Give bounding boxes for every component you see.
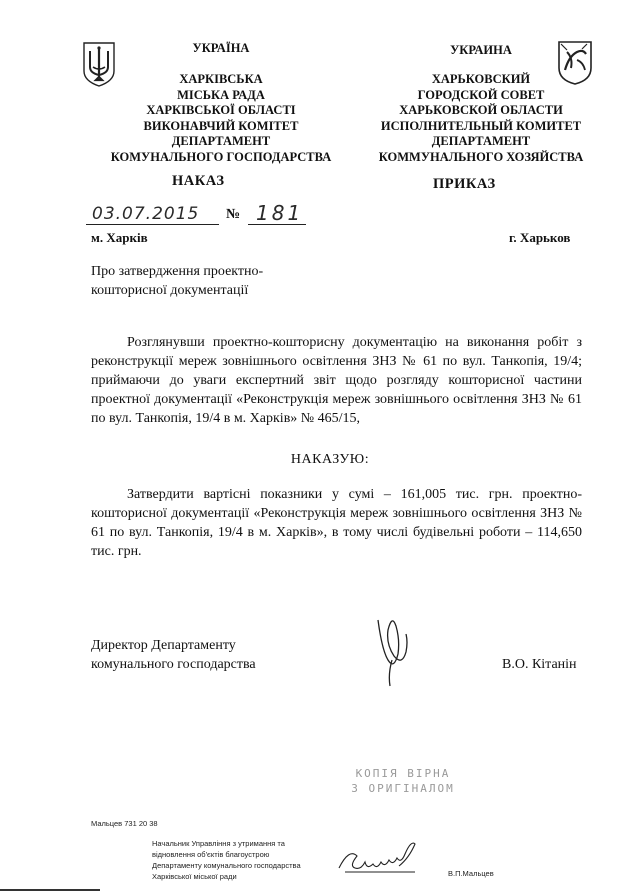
bottom-scan-edge [0, 889, 100, 891]
right-org-line: ХАРЬКОВСКОЙ ОБЛАСТИ [399, 103, 563, 117]
signatory-position-line: комунального господарства [91, 657, 256, 672]
left-doc-type: НАКАЗ [172, 173, 225, 189]
right-org-block [356, 72, 606, 165]
right-city: г. Харьков [509, 230, 571, 245]
subject-line: Про затвердження проектно- [91, 264, 264, 279]
left-org-line: ВИКОНАВЧИЙ КОМІТЕТ [143, 118, 299, 133]
footer-position-line: Харківської міської ради [152, 872, 237, 881]
right-country: УКРАИНА [450, 43, 512, 57]
order-number-sign: № [226, 207, 241, 222]
footer-name: В.П.Мальцев [448, 869, 494, 878]
right-header [356, 43, 606, 59]
order-subject [91, 262, 331, 300]
footer-signature-icon [335, 842, 435, 878]
director-signature-icon [370, 610, 420, 690]
right-org-line: ГОРОДСКОЙ СОВЕТ [417, 87, 545, 102]
order-date: 03.07.2015 [92, 204, 200, 224]
left-org-block [96, 72, 346, 165]
subject-line: кошторисної документації [91, 283, 249, 298]
left-org-line: КОМУНАЛЬНОГО ГОСПОДАРСТВА [110, 149, 332, 164]
right-org-line: ХАРЬКОВСКИЙ [431, 72, 531, 86]
order-paragraph: Затвердити вартісні показники у сумі – 161,005 тис. грн. проектно-кошторисної документації «Реконструкція мереж зовнішнього освітлення ЗНЗ № 61 по вул. Танкопія, 19/4 в м. Харків», в тому числі будівельні роботи – 114,650 тис. грн. [91, 487, 582, 559]
footer-phone: Мальцев 731 20 38 [91, 819, 158, 828]
signatory-position [91, 636, 256, 674]
left-city: м. Харків [91, 230, 148, 245]
right-org-line: КОММУНАЛЬНОГО ХОЗЯЙСТВА [378, 149, 584, 164]
number-underline [248, 224, 306, 225]
footer-position-line: відновлення об'єктів благоустрою [152, 850, 270, 859]
order-word: НАКАЗУЮ: [290, 452, 370, 467]
preamble-paragraph: Розглянувши проектно-кошторисну документацію на виконання робіт з реконструкції мереж зовнішнього освітлення ЗНЗ № 61 по вул. Танкопія, 19/4; приймаючи до уваги експертний звіт щодо розгляду кошторисної частини проектної документації «Реконструкція мереж зовнішнього освітлення ЗНЗ № 61 по вул. Танкопія, 19/4 в м. Харків» № 465/15, [91, 335, 582, 426]
date-underline [86, 224, 219, 225]
left-org-line: МІСЬКА РАДА [177, 87, 265, 102]
stamp-line: З ОРИГІНАЛОМ [351, 782, 455, 795]
signatory-position-line: Директор Департаменту [91, 638, 236, 653]
footer-position-line: Департаменту комунального господарства [152, 861, 301, 870]
order-number: 181 [256, 201, 304, 225]
right-org-line: ИСПОЛНИТЕЛЬНЫЙ КОМИТЕТ [380, 118, 582, 133]
stamp-line: КОПІЯ ВІРНА [355, 767, 451, 780]
left-org-line: ХАРКІВСЬКОЇ ОБЛАСТІ [146, 103, 296, 117]
copy-stamp [348, 766, 458, 796]
footer-position-line: Начальник Управління з утримання та [152, 839, 285, 848]
signatory-name: В.О. Кітанін [502, 657, 577, 672]
footer-position [152, 838, 301, 882]
left-org-line: ДЕПАРТАМЕНТ [171, 134, 271, 148]
left-org-line: ХАРКІВСЬКА [179, 72, 263, 86]
order-date-number [86, 201, 316, 228]
left-header [96, 41, 346, 57]
left-country: УКРАЇНА [192, 41, 250, 55]
right-org-line: ДЕПАРТАМЕНТ [431, 134, 531, 148]
right-doc-type: ПРИКАЗ [433, 176, 496, 192]
